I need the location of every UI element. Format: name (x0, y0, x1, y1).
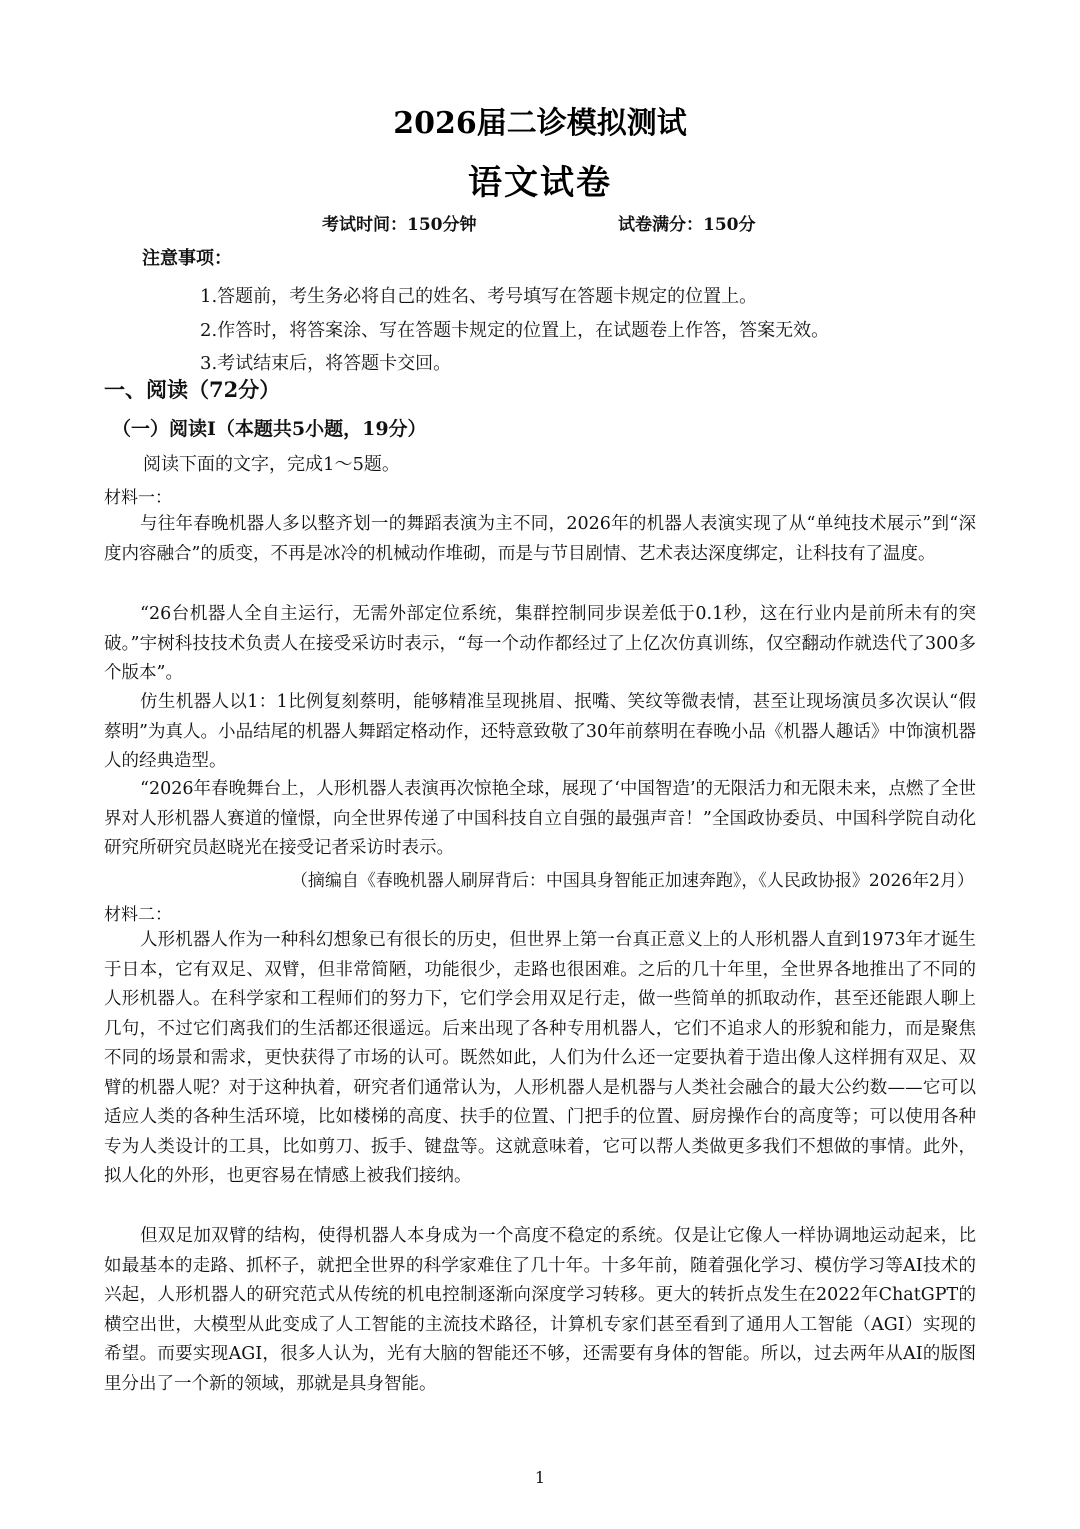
material-two-label: 材料二： (104, 905, 172, 925)
reading-instruction: 阅读下面的文字，完成1～5题。 (143, 454, 400, 475)
exam-time: 考试时间：150分钟 (322, 215, 477, 235)
note-item: 3.考试结束后，将答题卡交回。 (200, 353, 452, 374)
exam-title: 2026届二诊模拟测试 (393, 106, 687, 141)
paper-title: 语文试卷 (468, 163, 612, 203)
material-one-paragraph: 与往年春晚机器人多以整齐划一的舞蹈表演为主不同，2026年的机器人表演实现了从“单纯技术展示”到“深度内容融合”的质变，不再是冰冷的机械动作堆砌，而是与节目剧情、艺术表达深度绑定，让科技有了温度。 (104, 514, 976, 564)
material-one-paragraph: 仿生机器人以1：1比例复刻蔡明，能够精准呈现挑眉、抿嘴、笑纹等微表情，甚至让现场演员多次误认“假蔡明”为真人。小品结尾的机器人舞蹈定格动作，还特意致敬了30年前蔡明在春晚小品《机器人趣话》中饰演机器人的经典造型。 (104, 692, 976, 771)
material-two-paragraph: 但双足加双臂的结构，使得机器人本身成为一个高度不稳定的系统。仅是让它像人一样协调地运动起来，比如最基本的走路、抓杯子，就把全世界的科学家难住了几十年。十多年前，随着强化学习、模仿学习等AI技术的兴起，人形机器人的研究范式从传统的机电控制逐渐向深度学习转移。更大的转折点发生在2022年ChatGPT的横空出世，大模型从此变成了人工智能的主流技术路径，计算机专家们甚至看到了通用人工智能（AGI）实现的希望。而要实现AGI，很多人认为，光有大脑的智能还不够，还需要有身体的智能。所以，过去两年从AI的版图里分出了一个新的领域，那就是具身智能。 (104, 1226, 976, 1394)
material-one-paragraph: “26台机器人全自主运行，无需外部定位系统，集群控制同步误差低于0.1秒，这在行业内是前所未有的突破。”宇树科技技术负责人在接受采访时表示，“每一个动作都经过了上亿次仿真训练，仅空翻动作就迭代了300多个版本”。 (104, 604, 976, 683)
material-one-label: 材料一： (104, 488, 172, 508)
part-heading: （一）阅读Ⅰ（本题共5小题，19分） (112, 418, 427, 440)
material-two-paragraph: 人形机器人作为一种科幻想象已有很长的历史，但世界上第一台真正意义上的人形机器人直到1973年才诞生于日本，它有双足、双臂，但非常简陋，功能很少，走路也很困难。之后的几十年里，全世界各地推出了不同的人形机器人。在科学家和工程师们的努力下，它们学会用双足行走，做一些简单的抓取动作，甚至还能跟人聊上几句，不过它们离我们的生活都还很遥远。后来出现了各种专用机器人，它们不追求人的形貌和能力，而是聚焦不同的场景和需求，更快获得了市场的认可。既然如此，人们为什么还一定要执着于造出像人这样拥有双足、双臂的机器人呢？对于这种执着，研究者们通常认为，人形机器人是机器与人类社会融合的最大公约数——它可以适应人类的各种生活环境，比如楼梯的高度、扶手的位置、门把手的位置、厨房操作台的高度等；可以使用各种专为人类设计的工具，比如剪刀、扳手、键盘等。这就意味着，它可以帮人类做更多我们不想做的事情。此外，拟人化的外形，也更容易在情感上被我们接纳。 (104, 930, 976, 1186)
note-item: 2.作答时，将答案涂、写在答题卡规定的位置上，在试题卷上作答，答案无效。 (200, 320, 830, 341)
section-heading: 一、阅读（72分） (104, 377, 281, 402)
notes-heading: 注意事项： (142, 248, 232, 269)
note-item: 1.答题前，考生务必将自己的姓名、考号填写在答题卡规定的位置上。 (200, 286, 758, 307)
material-one-paragraph: “2026年春晚舞台上，人形机器人表演再次惊艳全球，展现了‘中国智造’的无限活力和无限未来，点燃了全世界对人形机器人赛道的憧憬，向全世界传递了中国科技自立自强的最强声音！”全国政协委员、中国科学院自动化研究所研究员赵晓光在接受记者采访时表示。 (104, 779, 976, 858)
page-number: 1 (534, 1468, 546, 1487)
material-one-source: （摘编自《春晚机器人刷屏背后：中国具身智能正加速奔跑》，《人民政协报》2026年2月） (290, 871, 974, 891)
full-score: 试卷满分：150分 (618, 215, 756, 235)
